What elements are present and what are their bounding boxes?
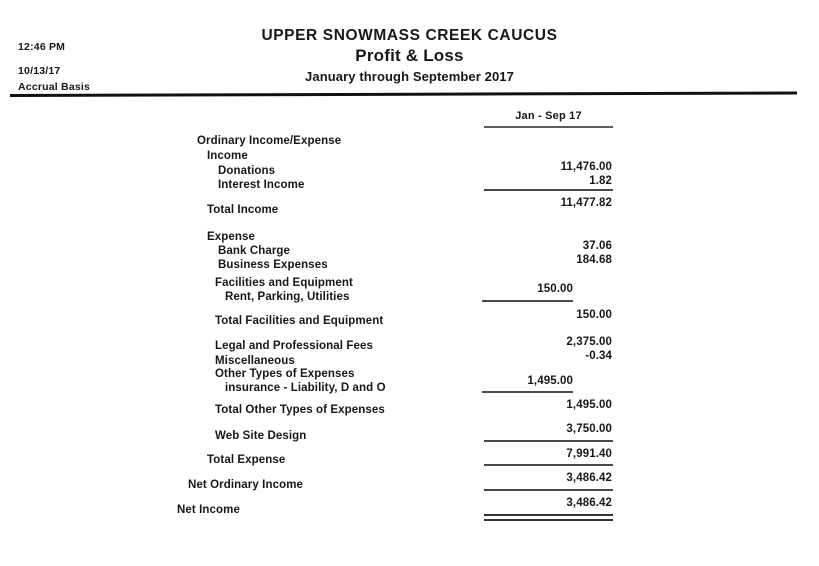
row-label: Web Site Design [215, 430, 307, 442]
row-amount: 37.06 [582, 240, 612, 252]
row-label: Net Income [177, 504, 240, 516]
row-label: Facilities and Equipment [215, 277, 353, 289]
row-amount: 3,486.42 [566, 472, 612, 484]
row-label: Total Expense [207, 454, 286, 466]
row-label: insurance - Liability, D and O [225, 382, 386, 394]
row-label: Rent, Parking, Utilities [225, 291, 350, 303]
row-label: Interest Income [218, 179, 305, 191]
row-amount: 11,477.82 [560, 197, 612, 209]
subtotal-rule [484, 464, 613, 466]
report-time: 12:46 PM [18, 41, 66, 53]
grand-total-rule-lower [484, 519, 613, 521]
row-label: Other Types of Expenses [215, 368, 355, 380]
row-amount: 184.68 [576, 254, 612, 266]
report-date: 10/13/17 [18, 65, 61, 77]
row-amount: 1,495.00 [527, 375, 573, 387]
subtotal-rule [482, 300, 573, 302]
row-label: Income [207, 150, 248, 162]
row-label: Bank Charge [218, 245, 291, 257]
row-amount: -0.34 [585, 350, 612, 362]
report-basis: Accrual Basis [18, 81, 91, 93]
row-label: Expense [207, 231, 256, 243]
row-label: Net Ordinary Income [188, 479, 304, 491]
row-amount: 7,991.40 [566, 448, 612, 460]
subtotal-rule [484, 440, 613, 442]
row-label: Ordinary Income/Expense [197, 135, 342, 147]
row-label: Total Facilities and Equipment [215, 315, 384, 327]
row-amount: 3,750.00 [566, 423, 612, 435]
row-label: Total Other Types of Expenses [215, 404, 385, 416]
subtotal-rule [484, 489, 613, 491]
column-header-jan-sep: Jan - Sep 17 [515, 110, 582, 122]
subtotal-rule [484, 189, 613, 191]
row-amount: 11,476.00 [560, 161, 612, 173]
row-amount: 2,375.00 [566, 336, 612, 348]
report-period: January through September 2017 [305, 69, 514, 84]
organization-name: UPPER SNOWMASS CREEK CAUCUS [261, 27, 558, 44]
row-label: Legal and Professional Fees [215, 340, 374, 352]
grand-total-rule-upper [484, 514, 613, 516]
row-label: Donations [218, 165, 276, 177]
row-amount: 150.00 [537, 283, 573, 295]
report-name: Profit & Loss [355, 46, 464, 65]
row-label: Miscellaneous [215, 355, 295, 367]
row-amount: 150.00 [576, 309, 612, 321]
row-amount: 3,486.42 [566, 497, 612, 509]
row-amount: 1,495.00 [566, 399, 612, 411]
subtotal-rule [482, 391, 573, 393]
row-amount: 1.82 [589, 175, 612, 187]
row-label: Total Income [207, 204, 279, 216]
row-label: Business Expenses [218, 259, 328, 271]
